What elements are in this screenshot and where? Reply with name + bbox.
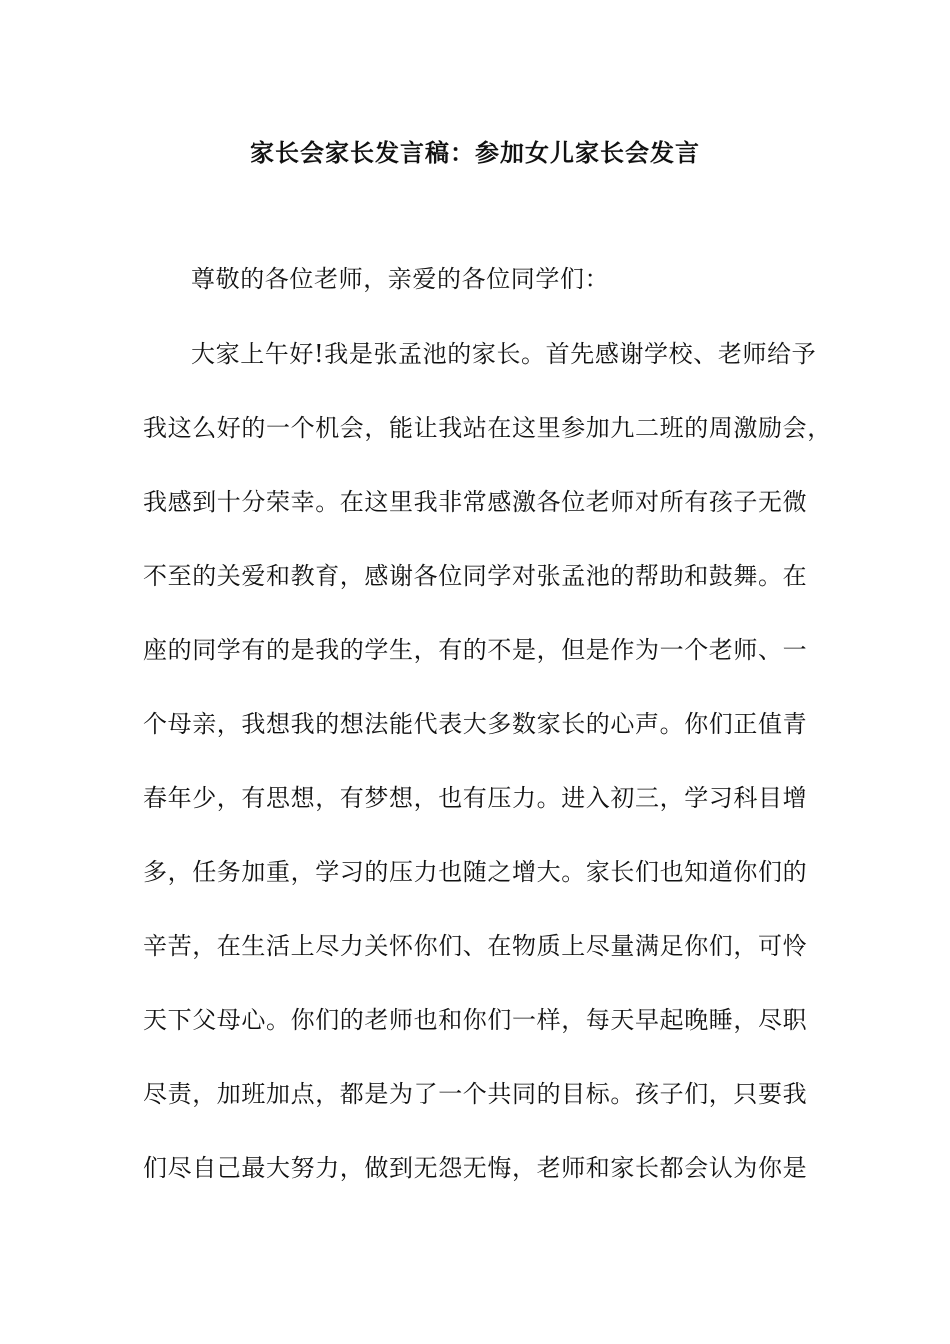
body-line: 大家上午好!我是张孟池的家长。首先感谢学校、老师给予	[191, 340, 817, 368]
body-line: 多，任务加重，学习的压力也随之增大。家长们也知道你们的	[143, 858, 808, 886]
body-line: 不至的关爱和教育，感谢各位同学对张孟池的帮助和鼓舞。在	[143, 562, 808, 590]
page-title: 家长会家长发言稿：参加女儿家长会发言	[250, 138, 700, 167]
body-line: 们尽自己最大努力，做到无怨无悔，老师和家长都会认为你是	[143, 1154, 808, 1182]
greeting-line: 尊敬的各位老师，亲爱的各位同学们：	[191, 265, 610, 293]
body-line: 辛苦，在生活上尽力关怀你们、在物质上尽量满足你们，可怜	[143, 932, 808, 960]
body-line: 座的同学有的是我的学生，有的不是，但是作为一个老师、一	[143, 636, 808, 664]
body-line: 个母亲，我想我的想法能代表大多数家长的心声。你们正值青	[143, 710, 808, 738]
body-line: 天下父母心。你们的老师也和你们一样，每天早起晚睡，尽职	[143, 1006, 808, 1034]
body-line: 我这么好的一个机会，能让我站在这里参加九二班的周激励会，	[143, 414, 832, 442]
body-line: 尽责，加班加点，都是为了一个共同的目标。孩子们，只要我	[143, 1080, 808, 1108]
body-line: 我感到十分荣幸。在这里我非常感激各位老师对所有孩子无微	[143, 488, 808, 516]
body-line: 春年少，有思想，有梦想，也有压力。进入初三，学习科目增	[143, 784, 808, 812]
